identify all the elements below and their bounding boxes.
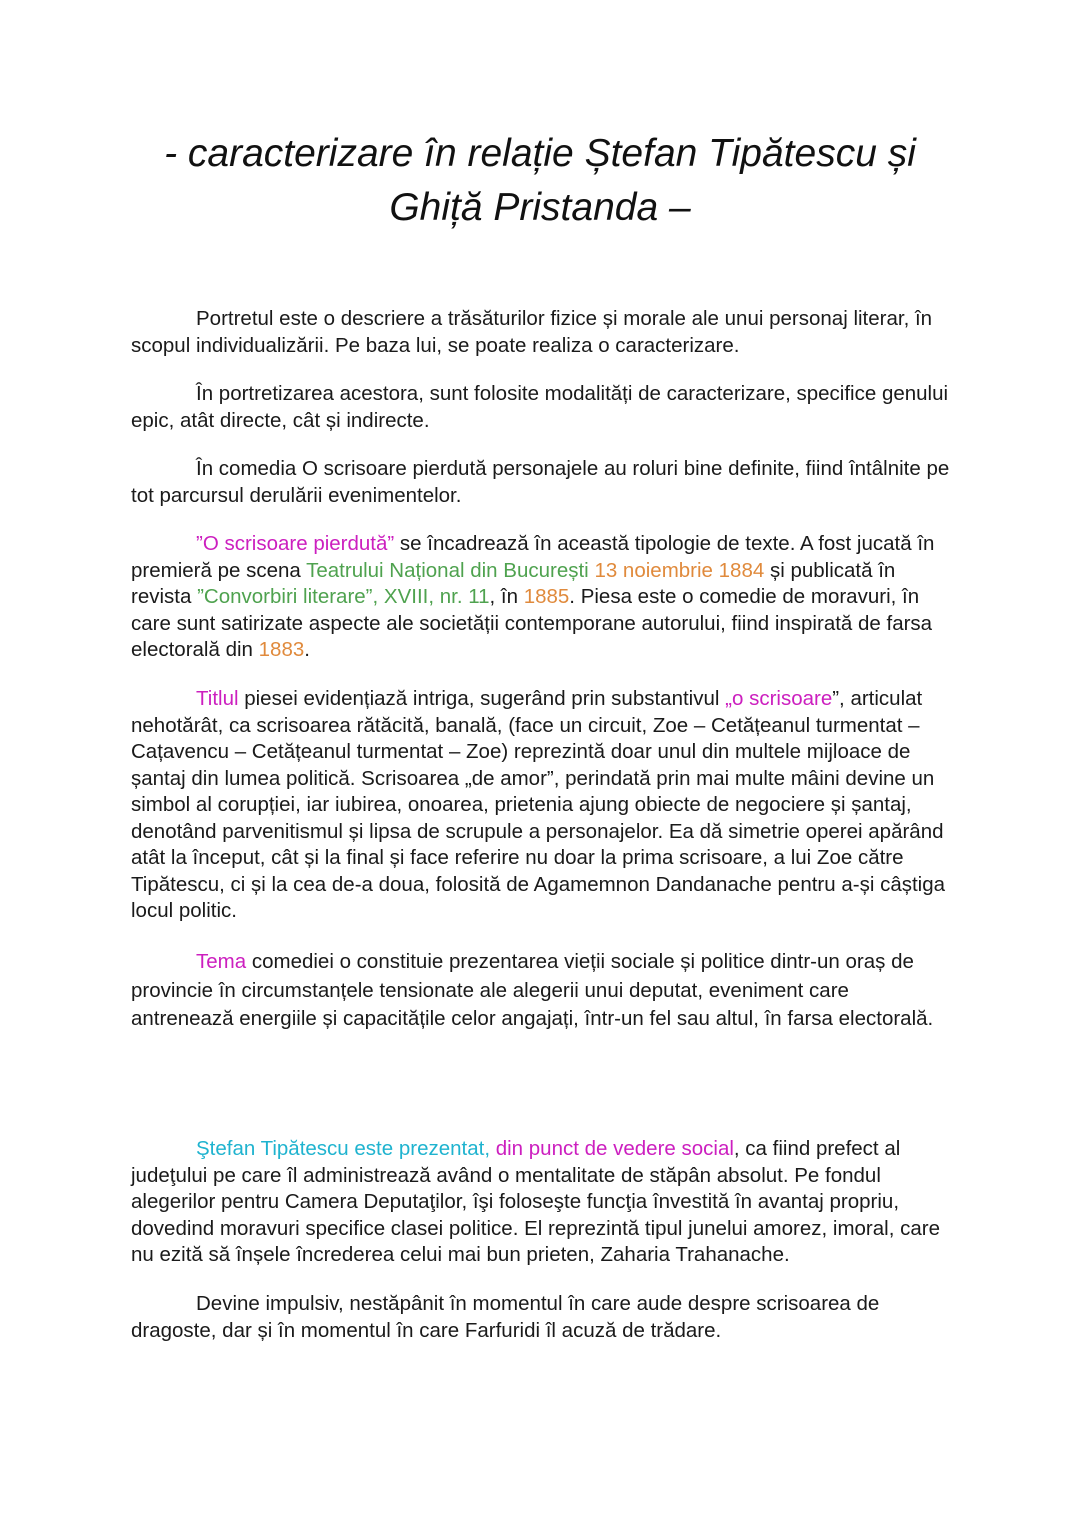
publication-year-highlight: 1885: [523, 585, 570, 608]
document-title: [100, 127, 980, 235]
theme-keyword-highlight: Tema: [196, 950, 247, 973]
paragraph-characterization-methods: În portretizarea acestora, sunt folosite modalități de caracterizare, specifice genului epic, atât directe, cât și indirecte.: [131, 382, 949, 432]
paragraph-tipatescu-impulsive: Devine impulsiv, nestăpânit în momentul în care aude despre scrisoarea de dragoste, dar și în momentul în care Farfuridi îl acuză de trădare.: [131, 1292, 880, 1342]
paragraph-portrait-definition: Portretul este o descriere a trăsăturilor fizice și morale ale unui personaj literar, în scopul individualizării. Pe baza lui, se poate realiza o caracterizare.: [131, 307, 933, 357]
play-title-highlight: ”O scrisoare pierdută”: [196, 532, 395, 555]
title-keyword-highlight: Titlul: [196, 687, 239, 710]
letter-noun-highlight: „o scrisoare: [725, 687, 833, 710]
paragraph-theme: Tema comediei o constituie prezentarea vieții sociale și politice dintr-un oraș de provincie în circumstanțele tensionate ale alegerii unui deputat, eveniment care antrenează energiile și capacitățile celor angajați, într-un fel sau altul, în farsa electorală.: [131, 950, 934, 1030]
title-line-1: - caracterizare în relație Ștefan Tipătescu și: [164, 132, 916, 175]
paragraph-play-premiere: ”O scrisoare pierdută” se încadrează în această tipologie de texte. A fost jucată în premieră pe scena Teatrului Național din București 13 noiembrie 1884 și publicată în revista ”Convorbiri literare”, XVIII, nr. 11, în 1885. Piesa este o comedie de moravuri, în care sunt satirizate aspecte ale societății contemporane autorului, fiind inspirată de farsa electorală din 1883.: [131, 532, 935, 661]
title-line-2: Ghiță Pristanda –: [389, 186, 691, 229]
magazine-highlight: ”Convorbiri literare”, XVIII, nr. 11: [197, 585, 490, 608]
paragraph-tipatescu-social: Ştefan Tipătescu este prezentat, din punct de vedere social, ca fiind prefect al judeţului pe care îl administrează având o mentalitate de stăpân absolut. Pe fondul alegerilor pentru Camera Deputaţilor, îşi foloseşte funcţia învestită în avantaj propriu, dovedind moravuri specifice clasei politice. El reprezintă tipul junelui amorez, imoral, care nu ezită să înșele încrederea celui mai bun prieten, Zaharia Trahanache.: [131, 1137, 940, 1266]
paragraph-comedy-roles: În comedia O scrisoare pierdută personajele au roluri bine definite, fiind întâlnite pe tot parcursul derulării evenimentelor.: [131, 457, 950, 507]
theatre-highlight: Teatrului Național din București: [306, 558, 589, 582]
premiere-date-highlight: 13 noiembrie 1884: [594, 558, 765, 582]
farce-year-highlight: 1883: [258, 638, 305, 661]
paragraph-title-meaning: Titlul piesei evidențiază intriga, sugerând prin substantivul „o scrisoare”, articulat nehotărât, ca scrisoarea rătăcită, banală, (face un circuit, Zoe – Cetățeanul turmentat – Cațavencu – Cetățeanul turmentat – Zoe) reprezintă doar unul din multele mijloace de șantaj din lumea politică. Scrisoarea „de amor”, perindată prin mai multe mâini devine un simbol al corupției, iar iubirea, onoarea, prietenia ajung obiecte de negociere și șantaj, denotând parvenitismul și lipsa de scrupule a personajelor. Ea dă simetrie operei apărând atât la început, cât și la final și face referire nu doar la prima scrisoare, a lui Zoe către Tipătescu, ci și la cea de-a doua, folosită de Agamemnon Dandanache pentru a-și câștiga locul politic.: [131, 687, 946, 922]
tipatescu-highlight: Ştefan Tipătescu este prezentat,: [196, 1137, 496, 1160]
social-perspective-highlight: din punct de vedere social: [495, 1137, 734, 1160]
